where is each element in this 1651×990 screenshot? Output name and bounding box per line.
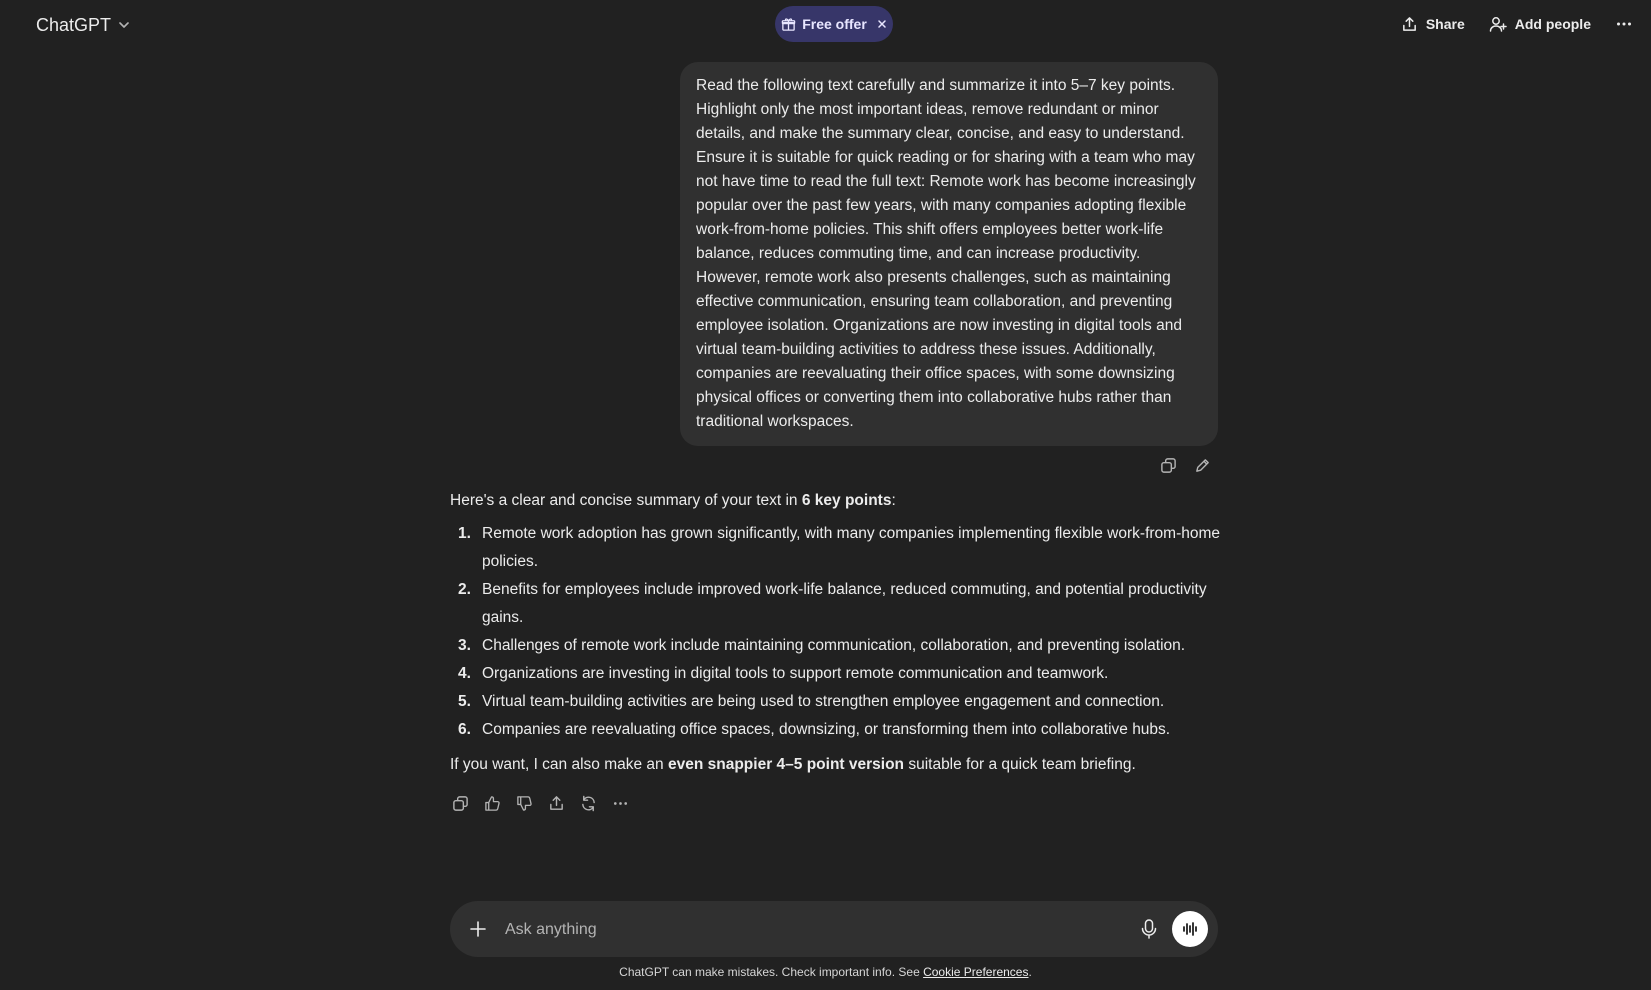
add-people-label: Add people bbox=[1514, 16, 1591, 32]
voice-mode-button[interactable] bbox=[1172, 911, 1208, 947]
share-label: Share bbox=[1425, 16, 1465, 32]
point-text: Challenges of remote work include maintaining communication, collaboration, and preventing isolation. bbox=[482, 637, 1186, 654]
list-item bbox=[450, 520, 1220, 576]
free-offer-pill[interactable] bbox=[775, 6, 893, 42]
response-actions bbox=[450, 793, 630, 813]
offer-label: Free offer bbox=[802, 16, 867, 32]
assistant-intro bbox=[450, 488, 1220, 514]
outro-bold: even snappier 4–5 point version bbox=[667, 756, 905, 773]
refresh-icon[interactable] bbox=[578, 793, 598, 813]
cookie-preferences-link[interactable]: Cookie Preferences bbox=[923, 965, 1029, 979]
intro-bold: 6 key points bbox=[801, 492, 892, 509]
copy-icon[interactable] bbox=[450, 793, 470, 813]
point-number: 4. bbox=[458, 665, 471, 682]
pencil-icon[interactable] bbox=[1192, 455, 1212, 475]
summary-points-list bbox=[450, 520, 1220, 744]
copy-icon[interactable] bbox=[1158, 455, 1178, 475]
point-number: 6. bbox=[458, 721, 471, 738]
assistant-outro bbox=[450, 752, 1220, 778]
model-name: ChatGPT bbox=[36, 14, 112, 35]
point-number: 3. bbox=[458, 637, 471, 654]
point-number: 1. bbox=[458, 525, 471, 542]
composer bbox=[450, 901, 1218, 957]
prompt-input[interactable] bbox=[503, 917, 1067, 943]
share-icon bbox=[1401, 16, 1418, 33]
add-person-icon bbox=[1489, 15, 1507, 33]
user-message-bubble: Read the following text carefully and summarize it into 5–7 key points. Highlight only the most important ideas, remove redundant or minor details, and make the summary clear, concise, and easy to understand. Ensure it is suitable for quick reading or for sharing with a team who may not have time to read the full text: Remote work has become increasingly popular over the past few years, with many companies adopting flexible work-from-home policies. This shift offers employees better work-life balance, reduces commuting time, and can increase productivity. However, remote work also presents challenges, such as maintaining effective communication, ensuring team collaboration, and preventing employee isolation. Organizations are now investing in digital tools and virtual team-building activities to address these issues. Additionally, companies are reevaluating their office spaces, with some downsizing physical offices or converting them into collaborative hubs rather than traditional workspaces. bbox=[680, 62, 1218, 446]
share-icon[interactable] bbox=[546, 793, 566, 813]
top-bar bbox=[0, 0, 1651, 48]
list-item bbox=[450, 688, 1220, 716]
microphone-icon[interactable] bbox=[1139, 918, 1159, 940]
list-item bbox=[450, 576, 1220, 632]
assistant-message bbox=[450, 488, 1220, 778]
thumbs-down-icon[interactable] bbox=[514, 793, 534, 813]
point-text: Virtual team-building activities are being used to strengthen employee engagement and connection. bbox=[482, 693, 1165, 710]
disclaimer-text: ChatGPT can make mistakes. Check important info. See bbox=[619, 965, 924, 979]
point-number: 2. bbox=[458, 581, 471, 598]
list-item bbox=[450, 716, 1220, 744]
add-people-button[interactable] bbox=[1489, 15, 1591, 33]
gift-icon bbox=[781, 17, 796, 32]
user-message-actions bbox=[1158, 455, 1212, 475]
outro-prefix: If you want, I can also make an bbox=[450, 756, 668, 773]
list-item bbox=[450, 632, 1220, 660]
model-selector[interactable] bbox=[30, 12, 137, 38]
thumbs-up-icon[interactable] bbox=[482, 793, 502, 813]
list-item bbox=[450, 660, 1220, 688]
point-number: 5. bbox=[458, 693, 471, 710]
outro-suffix: suitable for a quick team briefing. bbox=[904, 756, 1136, 773]
more-horizontal-icon[interactable] bbox=[1615, 15, 1633, 33]
disclaimer-suffix: . bbox=[1028, 965, 1032, 979]
point-text: Companies are reevaluating office spaces, downsizing, or transforming them into collaborative hubs. bbox=[482, 721, 1171, 738]
more-horizontal-icon[interactable] bbox=[610, 793, 630, 813]
chevron-down-icon bbox=[117, 18, 131, 32]
share-button[interactable] bbox=[1401, 16, 1465, 33]
disclaimer bbox=[0, 965, 1651, 979]
voice-mode-icon bbox=[1181, 920, 1199, 938]
close-icon[interactable] bbox=[877, 19, 887, 29]
header-actions bbox=[1401, 10, 1633, 38]
plus-icon[interactable] bbox=[468, 919, 488, 939]
point-text: Organizations are investing in digital tools to support remote communication and teamwork. bbox=[482, 665, 1109, 682]
point-text: Benefits for employees include improved work-life balance, reduced commuting, and potential productivity gains. bbox=[482, 581, 1207, 626]
point-text: Remote work adoption has grown significantly, with many companies implementing flexible work-from-home policies. bbox=[482, 525, 1220, 570]
intro-prefix: Here's a clear and concise summary of your text in bbox=[450, 492, 802, 509]
intro-suffix: : bbox=[891, 492, 896, 509]
